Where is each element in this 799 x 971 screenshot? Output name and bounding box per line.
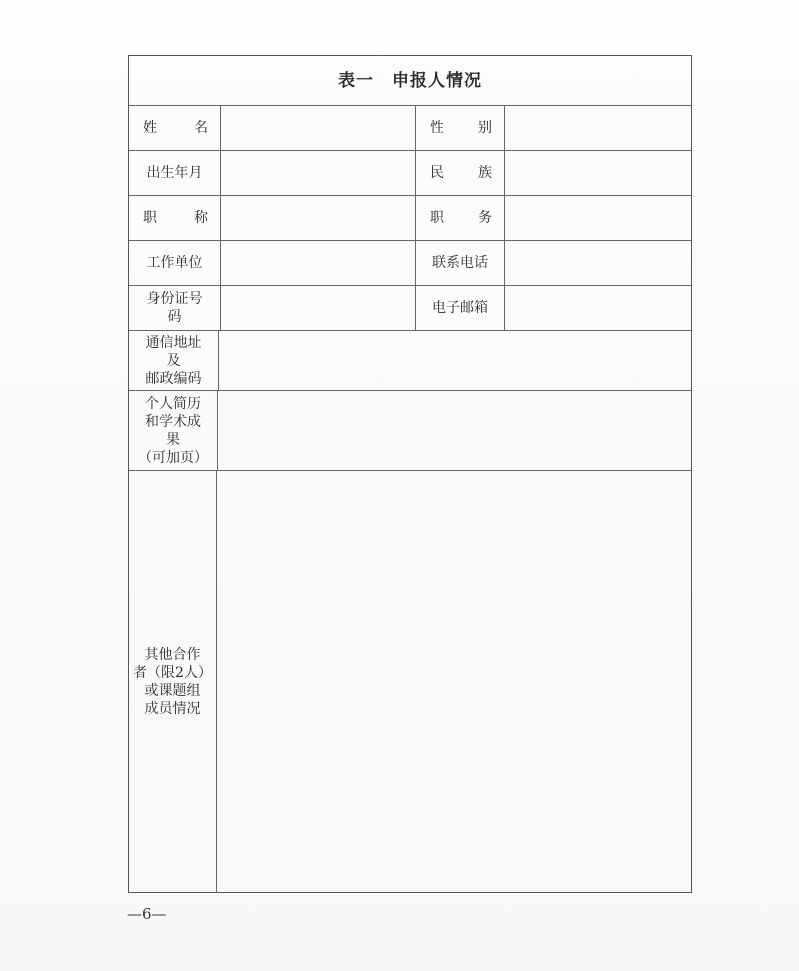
address-field[interactable] xyxy=(219,331,691,391)
gender-label: 性 别 xyxy=(416,106,505,151)
name-label: 姓 名 xyxy=(129,106,221,151)
phone-field[interactable] xyxy=(505,241,691,286)
gender-field[interactable] xyxy=(505,106,691,151)
collaborators-label: 其他合作 者（限2人） 或课题组 成员情况 xyxy=(129,471,217,892)
ethnicity-label: 民 族 xyxy=(416,151,505,196)
applicant-info-form xyxy=(128,55,692,893)
position-field[interactable] xyxy=(505,196,691,241)
resume-label: 个人简历 和学术成 果 （可加页） xyxy=(129,391,218,471)
title-rank-label: 职 称 xyxy=(129,196,221,241)
birth-field[interactable] xyxy=(221,151,416,196)
phone-label: 联系电话 xyxy=(416,241,505,286)
birth-label: 出生年月 xyxy=(129,151,221,196)
name-field[interactable] xyxy=(221,106,416,151)
collaborators-field[interactable] xyxy=(217,471,691,892)
workplace-label: 工作单位 xyxy=(129,241,221,286)
email-label: 电子邮箱 xyxy=(416,286,505,331)
email-field[interactable] xyxy=(505,286,691,331)
id-number-label: 身份证号 码 xyxy=(129,286,221,331)
position-label: 职 务 xyxy=(416,196,505,241)
form-title: 表一 申报人情况 xyxy=(129,56,691,106)
page-number: —6— xyxy=(127,905,167,923)
title-rank-field[interactable] xyxy=(221,196,416,241)
workplace-field[interactable] xyxy=(221,241,416,286)
ethnicity-field[interactable] xyxy=(505,151,691,196)
resume-field[interactable] xyxy=(218,391,691,471)
id-number-field[interactable] xyxy=(221,286,416,331)
address-label: 通信地址 及 邮政编码 xyxy=(129,331,219,391)
